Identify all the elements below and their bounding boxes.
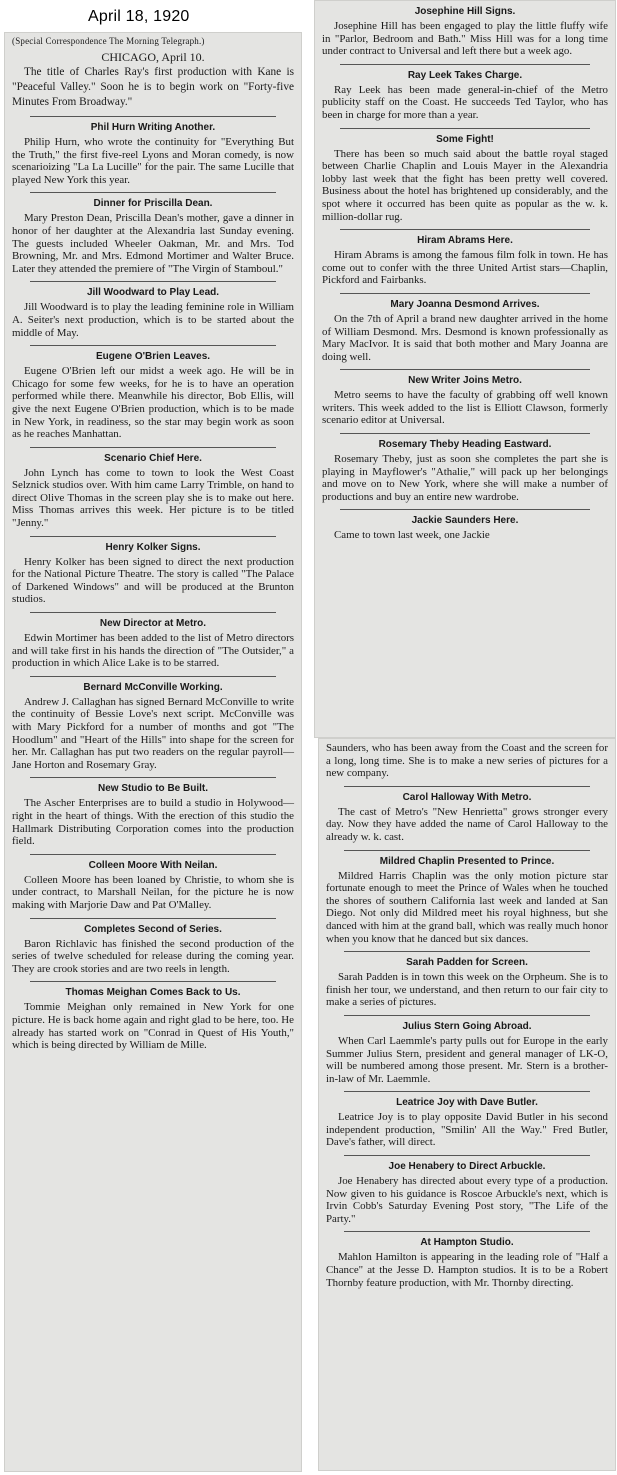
divider [30,918,276,919]
article [12,192,294,275]
article-body: Edwin Mortimer has been added to the list of Metro directors and will take first in his hands the direction of "The Outsider," a production in which Alice Lake is to be starred. [12,632,294,670]
article-body: Sarah Padden is in town this week on the Orpheum. She is to finish her tour, we understand, and then return to our fair city to make a series of pictures. [326,971,608,1009]
article [12,854,294,912]
article-body: Philip Hurn, who wrote the continuity for "Everything But the Truth," the first five-reel Lyons and Moran comedy, is now scenarioizing "La La Lucille" for the pair. The same Lucille that played New York this year. [12,136,294,186]
article [12,777,294,847]
article-body: Baron Richlavic has finished the second production of the series of twelve scheduled for release during the coming year. They are crook stories and are two reels in length. [12,937,294,975]
article-headline: Hiram Abrams Here. [417,235,513,247]
article-body: When Carl Laemmle's party pulls out for Europe in the early Summer Julius Stern, president and general manager of LK-O, will be numbered among those present. Mr. Stern is a brother-in-law of Mr. Laemmle. [326,1034,608,1085]
article-headline: Dinner for Priscilla Dean. [93,198,213,210]
article [12,981,294,1051]
divider [30,676,276,677]
article-headline: Joe Henabery to Direct Arbuckle. [388,1161,546,1173]
article [322,369,608,427]
article-body: Andrew J. Callaghan has signed Bernard McConville to write the continuity of Bessie Love's next script. McConville was with Mary Pickford for a number of months and got "The Hoodlum" and "Heart of the Hills" into shape for the screen for her. Mr. Callaghan has put two readers on the regular payroll—Jane Horton and Rosemary Gray. [12,695,294,771]
article-headline: Sarah Padden for Screen. [406,957,528,969]
divider [344,951,590,952]
article-headline: Ray Leek Takes Charge. [407,69,523,81]
divider [344,850,590,851]
divider [30,981,276,982]
divider [344,1091,590,1092]
divider [340,128,590,129]
divider [344,1231,590,1232]
article [322,229,608,287]
article-body: The Ascher Enterprises are to build a studio in Holywood—right in the heart of things. With the erection of this studio the Hallmark Distributing Corporation comes into the production field. [12,797,294,848]
divider [340,293,590,294]
divider [344,1155,590,1156]
divider [30,192,276,193]
article-body: Tommie Meighan only remained in New York for one picture. He is back home again and right glad to be here, too. He already has started work on "Conrad in Quest of His Youth," which is being directed by William de Mille. [12,1001,294,1052]
article-headline: Some Fight! [436,133,494,145]
article-body: Colleen Moore has been loaned by Christie, to whom she is under contract, to Marshall Neilan, for the picture he is now making with Marjorie Daw and Pat O'Malley. [12,873,294,911]
article-body: Ray Leek has been made general-in-chief of the Metro publicity staff on the Coast. He succeeds Ted Taylor, who has been in charge for more than a year. [322,83,608,121]
article-headline: Completes Second of Series. [84,923,222,935]
article-body: Leatrice Joy is to play opposite David Butler in his second independent production, "Smilin' All the Way." Fred Butler, Dave's father, will direct. [326,1111,608,1149]
article-headline: Leatrice Joy with Dave Butler. [396,1097,538,1109]
divider [30,345,276,346]
divider [30,777,276,778]
correspondence-notice: (Special Correspondence The Morning Telegraph.) [12,36,205,46]
divider [30,536,276,537]
article [322,433,608,503]
dateline: CHICAGO, April 10. [101,50,205,64]
divider [30,447,276,448]
article-body: Rosemary Theby, just as soon she completes the part she is playing in Mayflower's "Athalie," will pack up her belongings and move on to New York, where she will make a number of productions and buy an entire new wardrobe. [322,453,608,503]
article-headline: Henry Kolker Signs. [105,541,201,553]
article-headline: Jill Woodward to Play Lead. [86,287,220,299]
divider [344,786,590,787]
article-headline: Phil Hurn Writing Another. [90,122,216,133]
article-headline: Eugene O'Brien Leaves. [95,351,211,363]
article-body: John Lynch has come to town to look the West Coast Selznick studios over. With him came Larry Trimble, on hand to direct Olive Thomas in the screen play she is to make out here. Miss Thomas arrives this week. Her picture is to be titled "Jenny." [12,466,294,530]
article-body: Jill Woodward is to play the leading feminine role in William A. Seiter's next production, which is to be started about the middle of May. [12,301,294,339]
divider [30,281,276,282]
article [326,786,608,844]
article [326,1015,608,1085]
article-headline: New Studio to Be Built. [98,783,208,795]
right-column-bottom-clipping [318,738,616,1471]
article [322,64,608,122]
article-headline: Colleen Moore With Neilan. [88,859,218,871]
article-headline: Scenario Chief Here. [104,452,202,464]
article-headline: Carol Halloway With Metro. [402,791,532,803]
divider [340,509,590,510]
intro-paragraph: The title of Charles Ray's first production with Kane is "Peaceful Valley." Soon he is to begin work on "Forty-five Minutes From Broadway." [12,66,294,108]
article [326,1155,608,1225]
divider [340,433,590,434]
article-body: Mahlon Hamilton is appearing in the leading role of "Half a Chance" at the Jesse D. Hampton studios. It is to be a Robert Thornby feature production, with Mr. Thornby directing. [326,1251,608,1289]
article [12,116,294,186]
divider [340,64,590,65]
article [326,850,608,946]
page-date-caption: April 18, 1920 [88,8,190,25]
divider [30,116,276,117]
article [12,536,294,606]
article-body: Metro seems to have the faculty of grabbing off well known writers. This week added to the list is Elliott Clawson, formerly scenario editor at Universal. [322,389,608,427]
article-body: There has been so much said about the battle royal staged between Charlie Chaplin and Louis Mayer in the Alexandria lobby last week that the fight has been pretty well covered. Business about the hotel has brightened up considerably, and the spot where it occurred has been quite as popular as the w. k. million-dollar rug. [322,147,608,223]
article [326,1091,608,1149]
article-body: Joe Henabery has directed about every type of a production. Now given to his guidance is Roscoe Arbuckle's next, which is Irvin Cobb's Saturday Evening Post story, "The Life of the Party." [326,1175,608,1225]
article [322,128,608,224]
article [12,345,294,441]
article [12,447,294,530]
article-body: On the 7th of April a brand new daughter arrived in the home of William Desmond. Mrs. Desmond is known professionally as Mary MacIvor. It is said that both mother and Mary Joanna are doing well. [322,312,608,363]
article-body: The cast of Metro's "New Henrietta" grows stronger every day. Now they have added the name of Carol Halloway to the already w. k. cast. [326,805,608,843]
article [326,742,608,780]
article-headline: At Hampton Studio. [420,1237,514,1249]
article [12,281,294,339]
article [322,293,608,363]
divider [30,854,276,855]
left-column-clipping [4,32,302,1472]
right-column-top-clipping [314,0,616,738]
article-body: Came to town last week, one Jackie [334,529,490,542]
article-headline: Thomas Meighan Comes Back to Us. [65,987,241,999]
article [326,1231,608,1289]
divider [340,229,590,230]
article-headline: Mildred Chaplin Presented to Prince. [379,855,555,867]
article-body: Mildred Harris Chaplin was the only motion picture star fortunate enough to meet the Prince of Wales when he touched the shores of southern California last week and landed at San Diego. Not only did Mildred meet his royal highness, but she danced with him at the grand ball, which was really much honor when you know that he danced but six dances. [326,869,608,945]
article-body: Mary Preston Dean, Priscilla Dean's mother, gave a dinner in honor of her daughter at the Alexandria last Sunday evening. The guests included Wheeler Oakman, Mr. and Mrs. Tod Browning, Mr. and Mrs. Edmond Mortimer and Walter Bruce. Later they attended the premiere of "The Virgin of Stamboul." [12,212,294,275]
article [322,6,608,58]
article-body: Henry Kolker has been signed to direct the next production for the National Picture Theatre. The story is called "The Palace of Darkened Windows" and will be produced at the Brunton studios. [12,555,294,606]
article [12,918,294,976]
article-headline: New Writer Joins Metro. [408,375,522,387]
article [12,676,294,772]
divider [30,612,276,613]
article-body: Eugene O'Brien left our midst a week ago. He will be in Chicago for some few weeks, for he is to have an operation performed while there. Meanwhile his director, Bob Ellis, will give the next Eugene O'Brien production, which is to be made in New York, in readiness, so the star may begin work as soon as he reaches Manhattan. [12,365,294,441]
article-headline: Jackie Saunders Here. [411,515,519,527]
article-body-continued: Saunders, who has been away from the Coast and the screen for a long, long time. She is to make a new series of pictures for a new company. [326,742,608,780]
article-body: Josephine Hill has been engaged to play the little fluffy wife in "Parlor, Bedroom and Bath." Miss Hill was for a long time under contract to Universal and left there but a week ago. [322,20,608,58]
article-headline: Josephine Hill Signs. [414,6,516,17]
divider [344,1015,590,1016]
article-headline: Julius Stern Going Abroad. [402,1020,532,1032]
article [12,612,294,670]
divider [340,369,590,370]
article-headline: Bernard McConville Working. [83,681,223,693]
article [326,951,608,1009]
article [322,509,608,542]
article-headline: New Director at Metro. [99,618,207,630]
article-headline: Rosemary Theby Heading Eastward. [378,439,552,451]
article-body: Hiram Abrams is among the famous film folk in town. He has come out to confer with the three United Artist stars—Chaplin, Pickford and Fairbanks. [322,249,608,287]
article-headline: Mary Joanna Desmond Arrives. [390,298,540,310]
